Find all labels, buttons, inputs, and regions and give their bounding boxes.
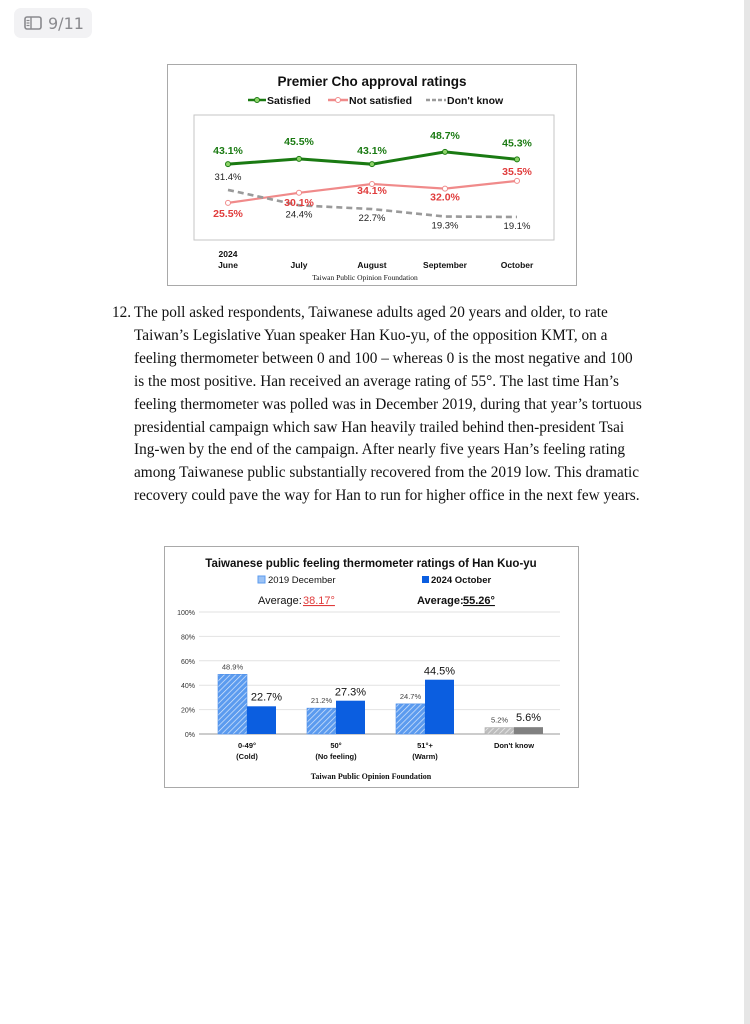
legend-item-2024-october (422, 575, 491, 586)
page-number: 9/11 (48, 13, 84, 33)
thermometer-chart-svg (165, 547, 578, 787)
data-label-dont-know: 19.1% (503, 220, 531, 232)
data-label-2019: 48.9% (221, 662, 244, 672)
average-2024-label: Average: (417, 595, 464, 607)
data-label-satisfied: 45.5% (284, 135, 314, 148)
point-not-satisfied (226, 200, 231, 205)
chart-title: Premier Cho approval ratings (277, 74, 467, 89)
y-tick-label: 0% (184, 732, 195, 739)
bar-2024-october (247, 706, 276, 734)
y-tick-label: 80% (180, 634, 195, 642)
paragraph-text: The poll asked respondents, Taiwanese adults aged 20 years and older, to rate Taiwan’s Legislative Yuan speaker Han Kuo-yu, of the opposition KMT, on a feeling thermometer between 0 and 100 – whereas 0 is the most negative and 100 is the most positive. Han received an average rating of 55°. The last time Han’s feeling thermometer was polled was in December 2019, during that year’s tortuous presidential campaign which saw Han heavily trailed behind then-president Tsai Ing-wen by the end of the campaign. After nearly five years Han’s feeling rating among Taiwanese public substantially recovered from the 2019 low. This dramatic recovery could pave the way for Han to run for higher office in the next few years. (134, 304, 642, 505)
data-label-not-satisfied: 32.0% (430, 191, 460, 204)
page-view-icon (24, 16, 42, 30)
scrollbar[interactable] (744, 0, 750, 1024)
point-satisfied (226, 162, 231, 167)
x-tick-label: 50° (330, 741, 342, 750)
data-label-satisfied: 43.1% (213, 145, 243, 158)
legend-label-satisfied: Satisfied (267, 95, 311, 107)
point-satisfied (370, 162, 375, 167)
average-2024 (417, 595, 495, 607)
y-tick-label: 20% (180, 707, 195, 715)
data-label-satisfied: 43.1% (357, 145, 387, 158)
data-label-not-satisfied: 35.5% (502, 165, 532, 178)
x-tick-label: (Cold) (236, 752, 258, 761)
y-tick-label: 40% (180, 683, 195, 691)
data-label-2024: 5.6% (515, 712, 542, 725)
point-not-satisfied (443, 186, 448, 191)
average-2019-value: 38.17° (303, 595, 335, 607)
legend-label-2019: 2019 December (268, 575, 336, 586)
data-label-not-satisfied: 34.1% (357, 184, 387, 197)
data-label-dont-know: 24.4% (285, 209, 313, 221)
legend (258, 575, 491, 586)
data-label-2019: 24.7% (399, 691, 422, 701)
bar-2024-october (514, 727, 543, 734)
x-tick-label: (Warm) (412, 752, 438, 761)
data-label-dont-know: 19.3% (431, 220, 459, 232)
chart-source: Taiwan Public Opinion Foundation (310, 772, 432, 781)
x-tick-label: (No feeling) (315, 752, 357, 761)
chart-source: Taiwan Public Opinion Foundation (312, 273, 418, 282)
bar-2019-december (485, 728, 514, 734)
legend-label-dont-know: Don't know (447, 95, 504, 107)
legend-item-dont-know (426, 95, 504, 107)
bar-2019-december (218, 674, 247, 734)
legend-item-not-satisfied (328, 95, 412, 107)
y-tick-label: 60% (180, 658, 195, 666)
x-tick-label: October (500, 260, 534, 270)
legend-item-satisfied (248, 95, 311, 107)
data-label-2024: 44.5% (423, 665, 456, 678)
bar-2019-december (307, 708, 336, 734)
point-satisfied (297, 156, 302, 161)
point-satisfied (515, 157, 520, 162)
bar-2024-october (336, 701, 365, 734)
average-2019-label: Average: (258, 595, 302, 607)
thermometer-chart (164, 546, 579, 788)
x-tick-label: September (423, 260, 467, 270)
bar-2024-october (425, 680, 454, 734)
body-paragraph-12 (112, 302, 642, 508)
data-label-2024: 27.3% (334, 686, 367, 699)
legend-label-2024: 2024 October (431, 575, 492, 586)
y-tick-label: 100% (177, 610, 195, 617)
data-label-not-satisfied: 25.5% (213, 207, 243, 220)
average-2019 (258, 595, 335, 607)
average-2024-value: 55.26° (463, 595, 495, 607)
x-tick-label: July (290, 260, 308, 270)
bar-2019-december (396, 704, 425, 734)
x-tick-label: 0-49° (237, 741, 257, 750)
data-label-2019: 21.2% (310, 696, 333, 706)
data-label-dont-know: 31.4% (214, 171, 242, 183)
chart-title: Taiwanese public feeling thermometer ratings of Han Kuo-yu (205, 558, 537, 570)
legend (248, 95, 504, 107)
data-label-2024: 22.7% (250, 691, 283, 704)
x-tick-label: June (218, 260, 238, 270)
x-tick-label: 51°+ (417, 741, 433, 750)
legend-label-not-satisfied: Not satisfied (349, 95, 413, 107)
x-tick-label: Don't know (493, 741, 535, 750)
approval-chart (167, 64, 577, 286)
data-label-satisfied: 45.3% (502, 137, 532, 150)
x-tick-label: 2024 (218, 249, 238, 259)
data-label-2019: 5.2% (490, 715, 509, 725)
point-satisfied (443, 149, 448, 154)
data-label-satisfied: 48.7% (430, 129, 460, 142)
point-not-satisfied (515, 178, 520, 183)
legend-item-2019-december (258, 575, 336, 586)
paragraph-number: 12. (112, 304, 132, 321)
approval-chart-svg (168, 65, 576, 285)
point-not-satisfied (297, 190, 302, 195)
data-label-not-satisfied: 30.1% (284, 196, 314, 209)
data-label-dont-know: 22.7% (358, 213, 386, 225)
page-indicator[interactable] (14, 8, 92, 38)
x-tick-label: August (357, 260, 387, 270)
